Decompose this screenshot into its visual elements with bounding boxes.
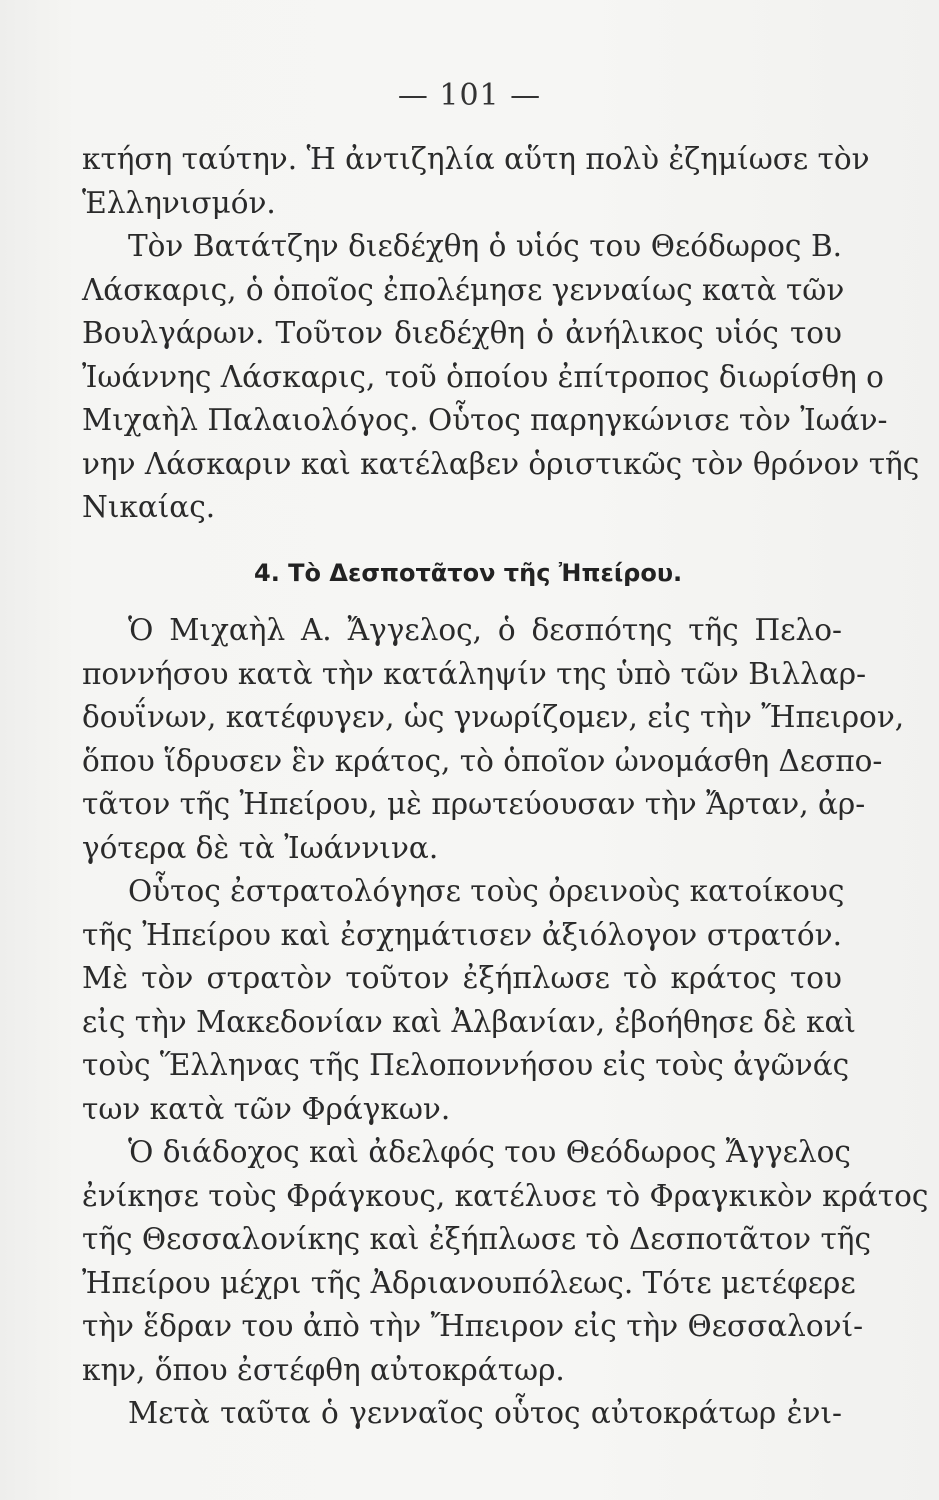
text-line: Ὁ διάδοχος καὶ ἀδελφός του Θεόδωρος Ἄγγελος bbox=[128, 1135, 851, 1169]
section-heading: 4. Τὸ Δεσποτᾶτον τῆς Ἠπείρου. bbox=[254, 558, 683, 587]
text-line: Μὲ τὸν στρατὸν τοῦτον ἐξήπλωσε τὸ κράτος του bbox=[82, 961, 842, 995]
text-line: Ὁ Μιχαὴλ Α. Ἄγγελος, ὁ δεσπότης τῆς Πελο- bbox=[128, 613, 842, 647]
text-line: Ἠπείρου μέχρι τῆς Ἀδριανουπόλεως. Τότε μετέφερε bbox=[82, 1265, 856, 1300]
text-line: Βουλγάρων. Τοῦτον διεδέχθη ὁ ἀνήλικος υἱός του bbox=[82, 316, 842, 350]
text-line: νην Λάσκαριν καὶ κατέλαβεν ὁριστικῶς τὸν θρόνον τῆς bbox=[82, 446, 920, 481]
text-line: κτήση ταύτην. Ἡ ἀντιζηλία αὕτη πολὺ ἐζημίωσε τὸν bbox=[82, 142, 870, 176]
text-line: Μετὰ ταῦτα ὁ γενναῖος οὗτος αὐτοκράτωρ ἐνι- bbox=[128, 1396, 842, 1430]
text-line: Ἑλληνισμόν. bbox=[82, 185, 276, 220]
text-line: γότερα δὲ τὰ Ἰωάννινα. bbox=[82, 830, 439, 865]
text-line: τᾶτον τῆς Ἠπείρου, μὲ πρωτεύουσαν τὴν Ἄρταν, ἀρ- bbox=[82, 787, 866, 821]
page-number: — 101 — bbox=[397, 78, 542, 113]
text-line: τῆς Ἠπείρου καὶ ἐσχημάτισεν ἀξιόλογον στρατόν. bbox=[82, 917, 842, 952]
text-line: Ἰωάννης Λάσκαρις, τοῦ ὁποίου ἐπίτροπος διωρίσθη ο bbox=[82, 359, 884, 394]
text-line: Οὗτος ἐστρατολόγησε τοὺς ὀρεινοὺς κατοίκους bbox=[128, 874, 845, 908]
text-line: ποννήσου κατὰ τὴν κατάληψίν της ὑπὸ τῶν Βιλλαρ- bbox=[82, 656, 867, 691]
text-line: των κατὰ τῶν Φράγκων. bbox=[82, 1091, 451, 1126]
text-line: κην, ὅπου ἐστέφθη αὐτοκράτωρ. bbox=[82, 1352, 565, 1387]
text-line: τοὺς Ἕλληνας τῆς Πελοποννήσου εἰς τοὺς ἀγῶνάς bbox=[82, 1048, 850, 1082]
text-line: ἐνίκησε τοὺς Φράγκους, κατέλυσε τὸ Φραγκικὸν κράτος bbox=[82, 1178, 929, 1213]
text-line: δουΐνων, κατέφυγεν, ὡς γνωρίζομεν, εἰς τὴν Ἤπειρον, bbox=[82, 700, 905, 734]
text-line: ὅπου ἵδρυσεν ἓν κράτος, τὸ ὁποῖον ὠνομάσθη Δεσπο- bbox=[82, 743, 883, 778]
text-line: Τὸν Βατάτζην διεδέχθη ὁ υἱός του Θεόδωρος Β. bbox=[128, 229, 842, 263]
text-line: τὴν ἕδραν του ἀπὸ τὴν Ἤπειρον εἰς τὴν Θεσσαλονί- bbox=[82, 1309, 864, 1343]
text-line: Μιχαὴλ Παλαιολόγος. Οὗτος παρηγκώνισε τὸν Ἰωάν- bbox=[82, 403, 888, 437]
text-line: τῆς Θεσσαλονίκης καὶ ἐξήπλωσε τὸ Δεσποτᾶτον τῆς bbox=[82, 1222, 871, 1256]
body-text bbox=[82, 138, 929, 1436]
text-line: εἰς τὴν Μακεδονίαν καὶ Ἀλβανίαν, ἐβοήθησε δὲ καὶ bbox=[82, 1004, 856, 1039]
text-line: Λάσκαρις, ὁ ὁποῖος ἐπολέμησε γενναίως κατὰ τῶν bbox=[82, 272, 845, 307]
text-line: Νικαίας. bbox=[82, 490, 216, 524]
